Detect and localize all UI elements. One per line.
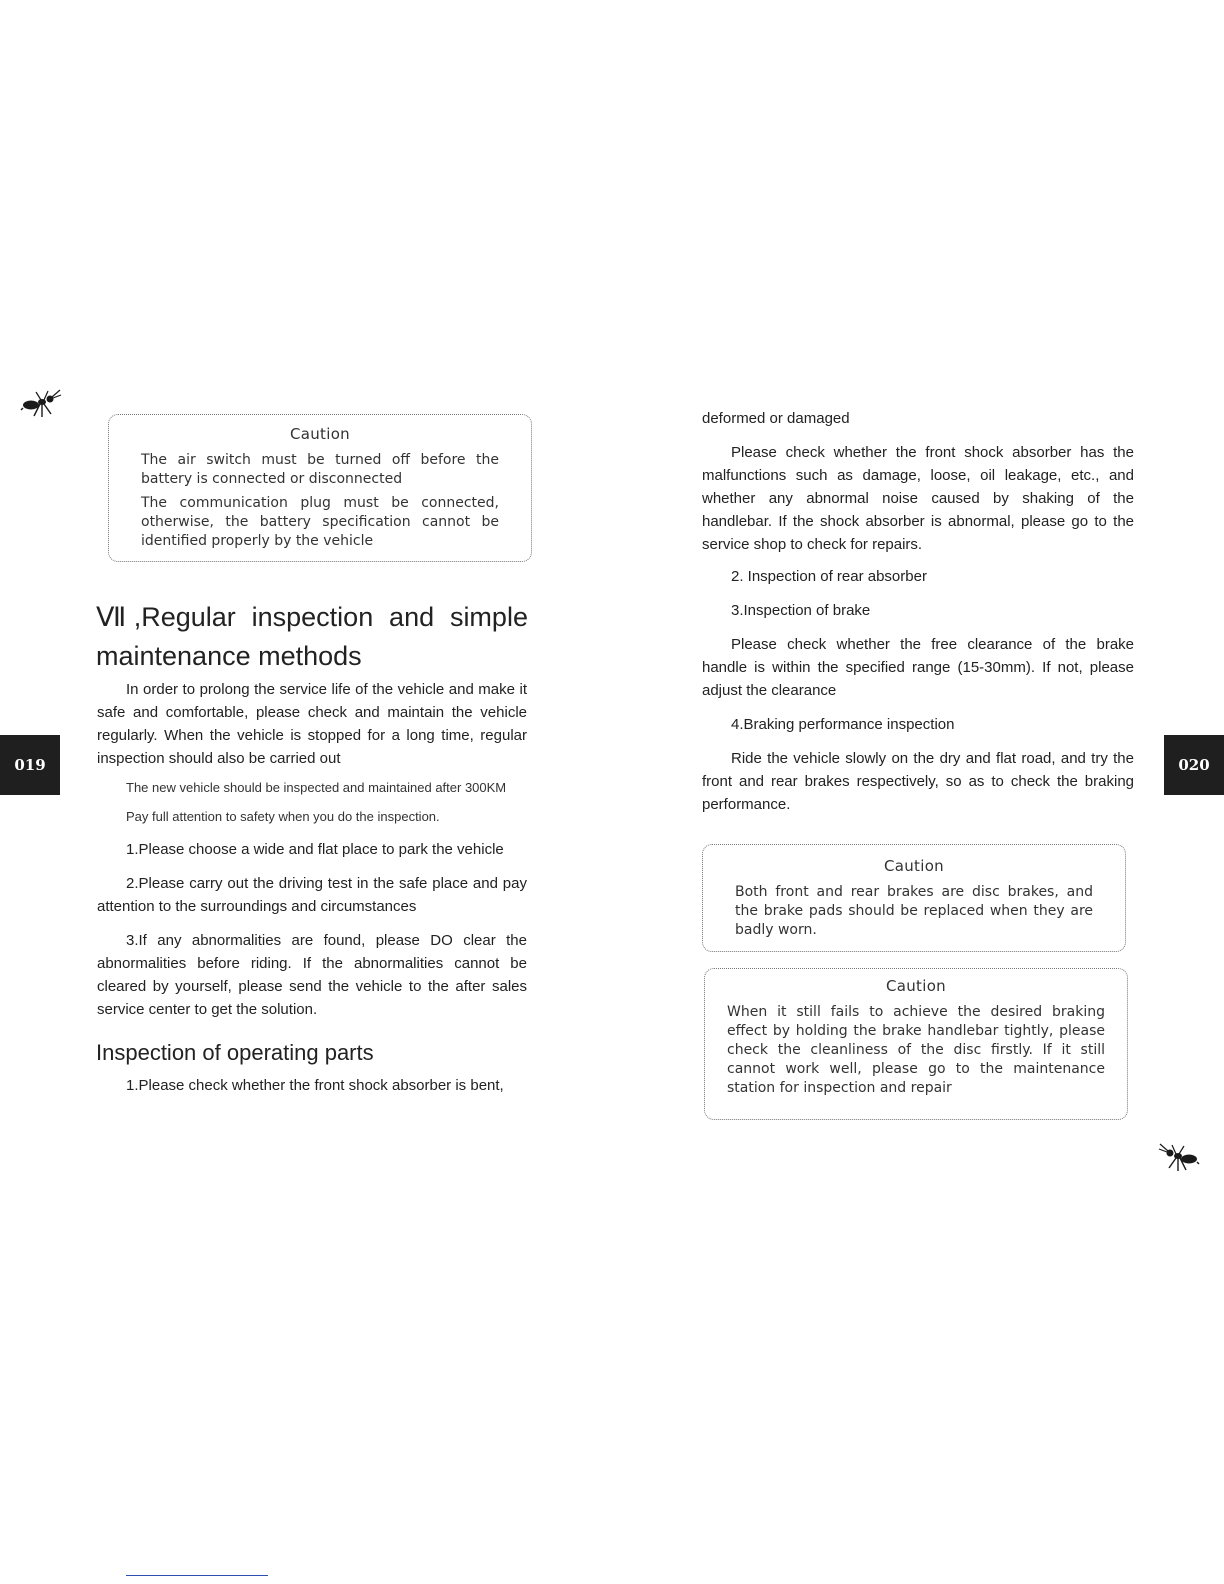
caution-line: The air switch must be turned off before the battery is connected or disconnected (141, 452, 499, 487)
caution-box (704, 968, 1128, 1120)
sub-heading: Inspection of operating parts (96, 1040, 374, 1065)
list-item: 2. Inspection of rear absorber (731, 568, 927, 585)
caution-title: Caution (883, 857, 944, 875)
note-text: The new vehicle should be inspected and maintained after 300KM (126, 780, 507, 795)
caution-title: Caution (885, 977, 946, 995)
list-item: 1.Please check whether the front shock absorber is bent, (126, 1077, 504, 1094)
section-heading: Ⅶ ,Regular inspection and simple maintenance methods (96, 602, 528, 671)
note-text: Pay full attention to safety when you do the inspection. (126, 809, 440, 824)
paragraph: Please check whether the front shock absorber has the malfunctions such as damage, loose, oil leakage, etc., and whether any abnormal noise caused by shaking of the handlebar. If the shock absorber is abnormal, please go to the service shop to check for repairs. (702, 444, 1134, 553)
continued-text: deformed or damaged (702, 410, 850, 427)
ant-logo-icon (20, 386, 62, 420)
paragraph: Ride the vehicle slowly on the dry and flat road, and try the front and rear brakes respectively, so as to check the braking performance. (702, 750, 1134, 813)
caution-box (108, 414, 532, 562)
list-item: 2.Please carry out the driving test in the safe place and pay attention to the surroundings and circumstances (97, 875, 527, 915)
paragraph: Please check whether the free clearance of the brake handle is within the specified range (15-30mm). If not, please adjust the clearance (702, 636, 1134, 699)
caution-title: Caution (289, 425, 350, 443)
page-number-tab: 019 (0, 735, 60, 795)
list-item: 1.Please choose a wide and flat place to park the vehicle (126, 841, 504, 858)
intro-paragraph: In order to prolong the service life of the vehicle and make it safe and comfortable, please check and maintain the vehicle regularly. When the vehicle is stopped for a long time, regular inspection should also be carried out (97, 681, 527, 767)
list-item: 3.Inspection of brake (731, 602, 871, 619)
caution-text: Both front and rear brakes are disc brakes, and the brake pads should be replaced when they are badly worn. (735, 884, 1093, 938)
caution-box (702, 844, 1126, 952)
caution-line: The communication plug must be connected, otherwise, the battery specification cannot be identified properly by the vehicle (141, 495, 499, 549)
footer-rule (126, 1575, 268, 1576)
page-number-tab: 020 (1164, 735, 1224, 795)
list-item: 4.Braking performance inspection (731, 716, 955, 733)
caution-text: When it still fails to achieve the desired braking effect by holding the brake handlebar tightly, please check the cleanliness of the disc firstly. If it still cannot work well, please go to the maintenance station for inspection and repair (727, 1004, 1105, 1096)
list-item: 3.If any abnormalities are found, please DO clear the abnormalities before riding. If the abnormalities cannot be cleared by yourself, please send the vehicle to the after sales service center to get the solution. (97, 932, 527, 1018)
ant-logo-icon (1158, 1140, 1200, 1174)
